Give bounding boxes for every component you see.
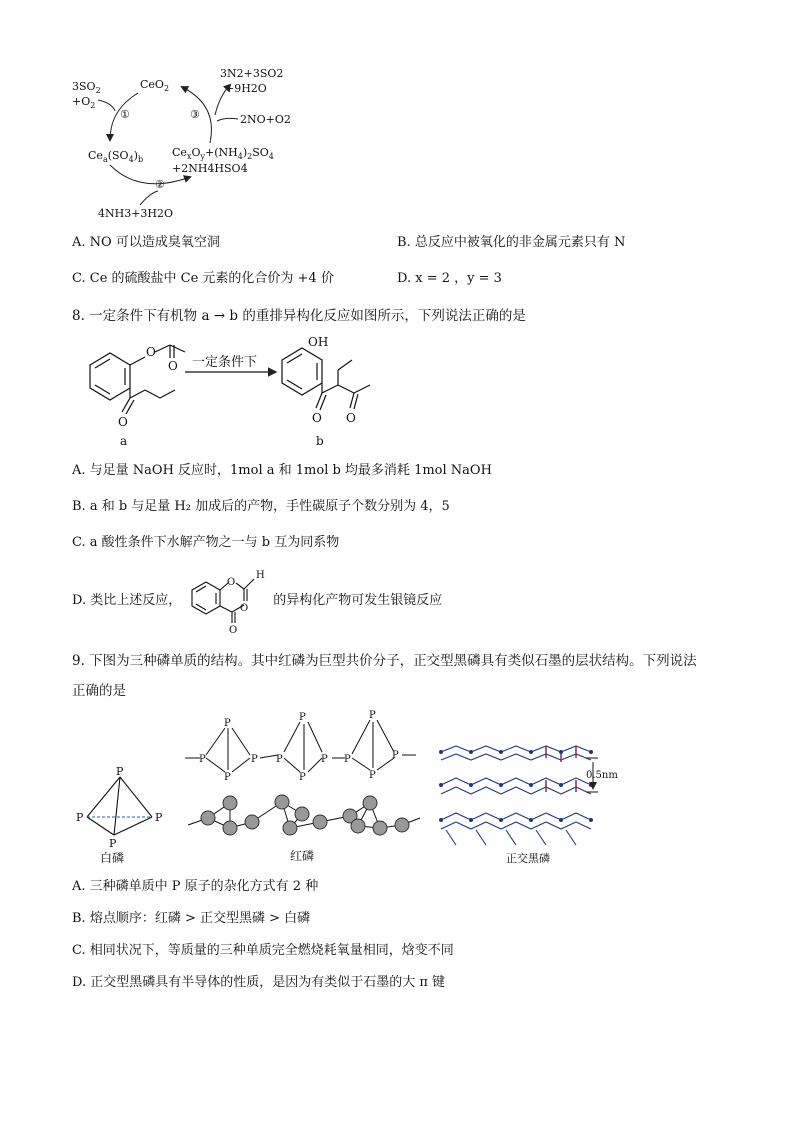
svg-text:O: O — [240, 603, 249, 614]
black-phosphorus-label: 正交黑磷 — [506, 852, 550, 865]
white-phosphorus-label: 白磷 — [100, 851, 125, 865]
label-b: b — [316, 434, 324, 448]
right-product-line2: +2NH4HSO4 — [172, 162, 248, 175]
svg-text:OH: OH — [308, 335, 329, 349]
layer-spacing-label: 0.5nm — [586, 770, 618, 781]
svg-text:P: P — [344, 754, 351, 765]
svg-text:O: O — [227, 577, 236, 588]
svg-text:P: P — [299, 712, 306, 723]
q9-option-b[interactable]: B. 熔点顺序：红磷 > 正交型黑磷 > 白磷 — [72, 911, 311, 926]
svg-text:H: H — [256, 570, 265, 581]
bottom-reactant: 4NH3+3H2O — [98, 207, 174, 220]
q8-option-d[interactable]: D. 类比上述反应， 的异构化产物可发生银镜反应 — [72, 593, 443, 608]
svg-text:P: P — [369, 710, 376, 721]
q8-reaction-scheme — [60, 330, 400, 450]
svg-text:O: O — [146, 345, 156, 359]
q7-option-d[interactable]: D. x = 2 ，y = 3 — [397, 271, 502, 286]
reaction-condition: 一定条件下 — [192, 355, 258, 370]
top-right-product-1: 3N2+3SO2 — [220, 67, 284, 80]
svg-text:P: P — [321, 754, 328, 765]
svg-text:P: P — [109, 837, 117, 850]
left-reactant-2: $+O_2$ — [72, 95, 96, 110]
left-reactant-1: $3SO_2$ — [72, 80, 101, 95]
svg-text:P: P — [392, 750, 399, 761]
svg-text:P: P — [299, 772, 306, 783]
svg-text:P: P — [199, 754, 206, 765]
svg-text:P: P — [76, 811, 84, 824]
svg-text:O: O — [312, 411, 322, 425]
arrow-step-2-in — [140, 191, 158, 205]
ce-sulfate-label: $Ce_a(SO_4)_b$ — [88, 149, 144, 164]
svg-text:P: P — [251, 754, 258, 765]
no-reactant: 2NO+O2 — [240, 113, 291, 126]
svg-text:O: O — [346, 411, 356, 425]
q9-stem-line1: 9. 下图为三种磷单质的结构。其中红磷为巨型共价分子，正交型黑磷具有类似石墨的层状结构。下列说法 — [72, 653, 697, 669]
svg-text:O: O — [168, 359, 178, 373]
red-phosphorus-structure — [180, 710, 430, 870]
molecule-a-ring — [90, 353, 130, 400]
step-3-marker: ③ — [190, 108, 200, 121]
svg-text:P: P — [369, 770, 376, 781]
right-product-line1: $Ce_xO_y+(NH_4)_2SO_4$ — [172, 146, 274, 161]
q7-option-a[interactable]: A. NO 可以造成臭氧空洞 — [72, 235, 220, 250]
svg-text:O: O — [118, 415, 128, 429]
top-right-product-2: +9H2O — [225, 82, 267, 95]
svg-text:P: P — [276, 754, 283, 765]
svg-text:P: P — [224, 772, 231, 783]
q8-option-c[interactable]: C. a 酸性条件下水解产物之一与 b 互为同系物 — [72, 535, 340, 550]
q8-option-b[interactable]: B. a 和 b 与足量 H₂ 加成后的产物，手性碳原子个数分别为 4，5 — [72, 499, 450, 514]
q8-stem: 8. 一定条件下有机物 a → b 的重排异构化反应如图所示，下列说法正确的是 — [72, 308, 526, 324]
red-phosphorus-label: 红磷 — [290, 849, 315, 863]
svg-text:P: P — [116, 765, 124, 778]
molecule-b-ring — [282, 348, 322, 395]
label-a: a — [120, 434, 128, 448]
q9-stem-line2: 正确的是 — [72, 683, 126, 699]
black-phosphorus-structure — [436, 740, 636, 870]
q8-option-a[interactable]: A. 与足量 NaOH 反应时，1mol a 和 1mol b 均最多消耗 1mol NaOH — [72, 463, 492, 478]
q9-option-d[interactable]: D. 正交型黑磷具有半导体的性质，是因为有类似于石墨的大 π 键 — [72, 975, 446, 990]
white-phosphorus-structure — [72, 765, 172, 865]
svg-text:P: P — [155, 811, 163, 824]
q8-option-d-structure — [184, 565, 274, 635]
svg-text:O: O — [229, 625, 238, 635]
q7-option-c[interactable]: C. Ce 的硫酸盐中 Ce 元素的化合价为 +4 价 — [72, 271, 334, 286]
step-1-marker: ① — [120, 108, 130, 121]
arrow-step-3-in — [217, 118, 238, 121]
catalytic-cycle-diagram — [60, 55, 320, 225]
q7-option-b[interactable]: B. 总反应中被氧化的非金属元素只有 N — [397, 235, 626, 250]
arrow-step-1-in — [98, 100, 115, 111]
q9-option-a[interactable]: A. 三种磷单质中 P 原子的杂化方式有 2 种 — [72, 879, 319, 894]
step-2-marker: ② — [155, 178, 165, 191]
q9-option-c[interactable]: C. 相同状况下，等质量的三种单质完全燃烧耗氧量相同，焓变不同 — [72, 943, 454, 958]
ceo2-label: CeO$_2$ — [140, 78, 170, 93]
svg-text:P: P — [224, 718, 231, 729]
